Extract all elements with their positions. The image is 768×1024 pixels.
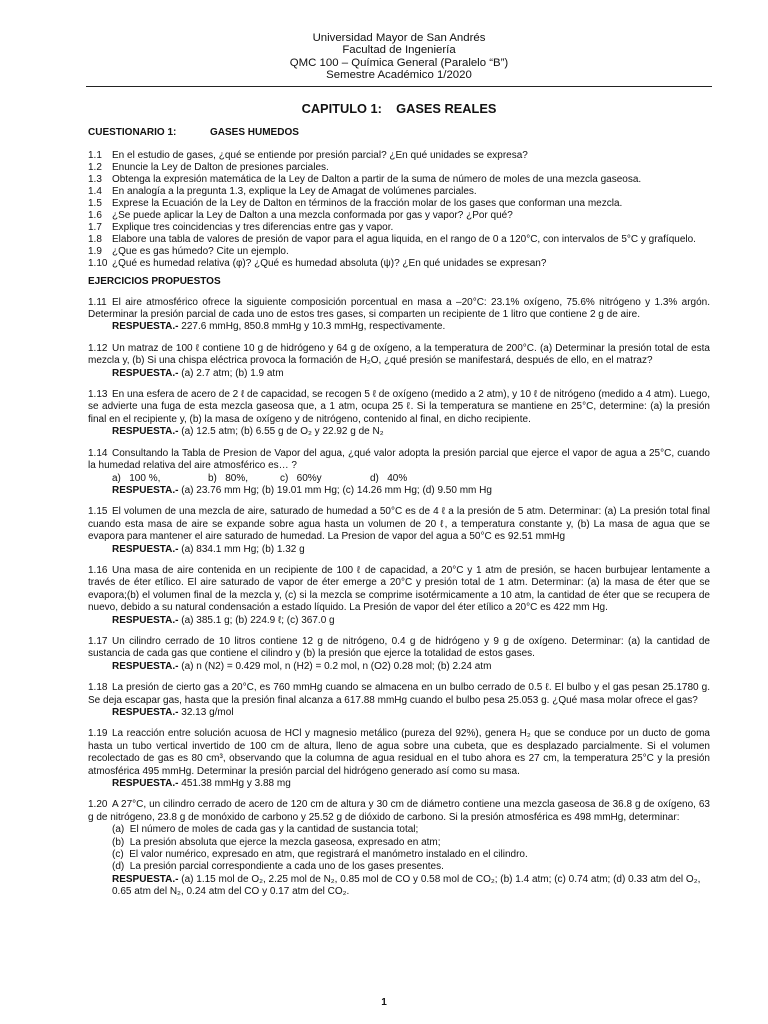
answer-label: RESPUESTA.- xyxy=(112,660,179,672)
question-number: 1.10 xyxy=(88,257,108,269)
answer-label: RESPUESTA.- xyxy=(112,778,179,790)
question-number: 1.3 xyxy=(88,173,102,185)
question-item xyxy=(88,234,710,246)
question-number: 1.2 xyxy=(88,161,102,173)
question-text: En analogía a la pregunta 1.3, explique la Ley de Amagat de volúmenes parciales. xyxy=(112,185,477,197)
exercise-item xyxy=(88,343,710,380)
answer-label: RESPUESTA.- xyxy=(112,426,179,438)
exercise-answer xyxy=(88,368,710,380)
exercise-item xyxy=(88,389,710,439)
question-text: ¿Que es gas húmedo? Cite un ejemplo. xyxy=(112,245,289,257)
question-text: Obtenga la expresión matemática de la Ley de Dalton a partir de la suma de número de moles de una mezcla gaseosa. xyxy=(112,173,642,185)
question-text: En el estudio de gases, ¿qué se entiende por presión parcial? ¿En qué unidades se expresa? xyxy=(112,149,528,161)
exercise-answer xyxy=(88,615,710,627)
question-text: ¿Se puede aplicar la Ley de Dalton a una mezcla conformada por gas y vapor? ¿Por qué? xyxy=(112,209,513,221)
answer-label: RESPUESTA.- xyxy=(112,873,179,885)
answer-label: RESPUESTA.- xyxy=(112,367,179,379)
exercise-options xyxy=(88,473,710,485)
exercise-answer xyxy=(88,661,710,673)
question-item xyxy=(88,222,710,234)
answer-value: (a) 1.15 mol de O₂, 2.25 mol de N₂, 0.85 mol de CO y 0.58 mol de CO₂; (b) 1.4 atm; (c) 0.74 atm; (d) 0.33 atm del O₂, 0.65 atm del N₂, 0.24 atm del CO y 0.17 atm del CO₂. xyxy=(112,873,701,898)
exercise-text: La reacción entre solución acuosa de HCl y magnesio metálico (pureza del 92%), genera H₂ que se conduce por un ducto de goma hasta un tubo vertical invertido de 100 cm de altura, lleno de agua sobre una cubeta, que es desplazado parcialmente. Si el volumen recolectado de gas es 80 cm³, observando que la columna de agua residual en el tubo ahora es 27 cm, la temperatura 25°C y la presión atmosférica 495 mmHg. Determinar la presión parcial del hidrógeno generado así como su masa. xyxy=(88,728,710,777)
exercise-item xyxy=(88,297,710,334)
exercise-statement xyxy=(88,297,710,322)
exercise-option: b) 80%, xyxy=(208,472,249,484)
exercise-text: La presión de cierto gas a 20°C, es 760 mmHg cuando se almacena en un bulbo cerrado de 0.5 ℓ. El bulbo y el gas pesan 25.1780 g. Se deja escapar gas, hasta que la presión final alcanza a 617.88 mmHg cuando el bulbo pesa 25.053 g. ¿Qué masa molar ofrece el gas? xyxy=(88,682,710,706)
exercise-subitem: (d) La presión parcial correspondiente a cada uno de los gases presentes. xyxy=(112,861,444,873)
question-text: Elabore una tabla de valores de presión de vapor para el agua liquida, en el rango de 0 a 120°C, con intervalos de 5°C y grafíquelo. xyxy=(112,233,696,245)
exercise-statement xyxy=(88,565,710,615)
exercise-statement xyxy=(88,636,710,661)
exercise-option: d) 40% xyxy=(370,472,408,484)
question-item xyxy=(88,162,710,174)
exercise-text: El aire atmosférico ofrece la siguiente composición porcentual en masa a –20°C: 23.1% oxígeno, 75.6% nitrógeno y 1.3% argón. Determinar la presión parcial de cada uno de estos tres gases, si comparten un recipiente de 1 litro que contiene 2 g de aire. xyxy=(88,296,710,321)
document-header xyxy=(88,32,710,82)
exercise-text: Una masa de aire contenida en un recipiente de 100 ℓ de capacidad, a 20°C y 1 atm de presión, se hacen burbujear lentamente a través de éter etílico. El aire saturado de vapor de éter emerge a 20°C y presión total de 1 atm. Determinar: (a) la masa de éter que se evapora;(b) el volumen final de la mezcla y, (c) si la mezcla se comprime isotérmicamente a 10 atm, la cantidad de éter que se recupera de nuevo, debido a su natural condensación a estado líquido. La Presión de vapor del éter etílico a 20°C es 422 mm Hg. xyxy=(88,564,710,614)
exercise-subitem: (b) La presión absoluta que ejerce la mezcla gaseosa, expresado en atm; xyxy=(112,836,441,848)
exercise-item xyxy=(88,682,710,719)
exercise-item xyxy=(88,565,710,627)
answer-value: (a) 834.1 mm Hg; (b) 1.32 g xyxy=(181,543,305,555)
answer-value: (a) n (N2) = 0.429 mol, n (H2) = 0.2 mol, n (O2) 0.28 mol; (b) 2.24 atm xyxy=(181,660,492,672)
question-item xyxy=(88,186,710,198)
question-item xyxy=(88,258,710,270)
answer-label: RESPUESTA.- xyxy=(112,484,179,496)
exercise-number: 1.12 xyxy=(88,342,108,354)
exercise-text: En una esfera de acero de 2 ℓ de capacidad, se recogen 5 ℓ de oxígeno (medido a 2 atm), y 10 ℓ de nitrógeno (medido a 4 atm). Luego, se advierte una fuga de esta mezcla gaseosa que, a 1 atm, ocupa 25 ℓ. Si la temperatura se mantiene en 25°C, determine: (a) la presión final en el recipiente y, (b) la masa de oxígeno y de nitrógeno, contenido al final, en dicho recipiente. xyxy=(88,389,710,425)
exercise-text: Consultando la Tabla de Presion de Vapor del agua, ¿qué valor adopta la presión parcial que ejerce el vapor de agua a 25°C, cuando la humedad relativa del aire atmosférico es… ? xyxy=(88,447,710,472)
question-text: ¿Qué es humedad relativa (φ)? ¿Qué es humedad absoluta (ψ)? ¿En qué unidades se expresan? xyxy=(112,257,547,269)
exercise-item xyxy=(88,506,710,556)
exercise-number: 1.18 xyxy=(88,682,108,694)
question-number: 1.4 xyxy=(88,185,102,197)
question-item xyxy=(88,246,710,258)
question-item xyxy=(88,198,710,210)
question-number: 1.6 xyxy=(88,209,102,221)
section-title: EJERCICIOS PROPUESTOS xyxy=(88,275,221,287)
exercise-statement xyxy=(88,799,710,824)
exercise-text: Un matraz de 100 ℓ contiene 10 g de hidrógeno y 64 g de oxígeno, a la temperatura de 200°C. (a) Determinar la presión total de esta mezcla y, (b) Si una chispa eléctrica provoca la formación de H₂O, ¿qué presión se manifestará, después de ello, en el matraz? xyxy=(88,342,710,367)
exercise-number: 1.20 xyxy=(88,799,108,811)
exercise-text: El volumen de una mezcla de aire, saturado de humedad a 50°C es de 4 ℓ a la presión de 5 atm. Determinar: (a) La presión total final cuando esta masa de aire se expande sobre agua hasta un volumen de 20 ℓ, a temperatura constante y, (b) La masa de agua que se evapora para mantener el aire saturado de humedad. La Presion de vapor del agua a 50°C es 92.51 mmHg xyxy=(88,506,710,543)
exercise-answer xyxy=(88,485,710,497)
answer-value: 227.6 mmHg, 850.8 mmHg y 10.3 mmHg, respectivamente. xyxy=(181,321,446,333)
exercise-option: c) 60%y xyxy=(280,472,322,484)
exercise-statement xyxy=(88,448,710,473)
question-number: 1.1 xyxy=(88,149,102,161)
exercise-subitem: (a) El número de moles de cada gas y la cantidad de sustancia total; xyxy=(112,824,419,836)
exercise-item xyxy=(88,728,710,790)
answer-value: 32.13 g/mol xyxy=(181,707,234,718)
exercise-statement xyxy=(88,389,710,426)
exercise-text: A 27°C, un cilindro cerrado de acero de 120 cm de altura y 30 cm de diámetro contiene una mezcla gaseosa de 36.8 g de oxígeno, 63 g de nitrógeno, 23.8 g de monóxido de carbono y 25.52 g de dióxido de carbono. Si la presión atmosférica es 498 mmHg, determinar: xyxy=(88,799,710,823)
answer-label: RESPUESTA.- xyxy=(112,707,179,718)
answer-label: RESPUESTA.- xyxy=(112,543,179,555)
question-text: Exprese la Ecuación de la Ley de Dalton en términos de la fracción molar de los gases que conforman una mezcla. xyxy=(112,197,623,209)
question-item xyxy=(88,150,710,162)
exercise-item xyxy=(88,799,710,898)
course-name: QMC 100 – Química General (Paralelo “B”) xyxy=(289,56,509,69)
exercise-statement xyxy=(88,506,710,543)
exercise-answer xyxy=(88,874,710,899)
exercise-item xyxy=(88,636,710,673)
faculty-name: Facultad de Ingeniería xyxy=(342,44,456,57)
exercise-number: 1.15 xyxy=(88,506,108,518)
answer-value: (a) 385.1 g; (b) 224.9 ℓ; (c) 367.0 g xyxy=(181,614,335,626)
exercise-number: 1.11 xyxy=(88,296,107,308)
exercise-list xyxy=(88,297,710,899)
exercise-number: 1.19 xyxy=(88,728,108,740)
question-number: 1.5 xyxy=(88,197,102,209)
question-number: 1.8 xyxy=(88,233,102,245)
exercise-answer xyxy=(88,778,710,790)
exercise-number: 1.13 xyxy=(88,389,108,401)
questionnaire-heading xyxy=(88,127,710,138)
header-divider xyxy=(86,86,712,87)
exercise-item xyxy=(88,448,710,498)
exercise-subitem: (c) El valor numérico, expresado en atm, que registrará el manómetro instalado en el cilindro. xyxy=(112,849,528,861)
questionnaire-topic: GASES HUMEDOS xyxy=(210,126,299,138)
exercise-statement xyxy=(88,343,710,368)
semester: Semestre Académico 1/2020 xyxy=(326,69,472,82)
question-text: Enuncie la Ley de Dalton de presiones parciales. xyxy=(112,161,329,173)
exercise-option: a) 100 %, xyxy=(112,472,161,484)
exercise-number: 1.16 xyxy=(88,564,108,576)
questionnaire-label: CUESTIONARIO 1: xyxy=(88,126,177,138)
university-name: Universidad Mayor de San Andrés xyxy=(312,32,486,44)
exercise-statement xyxy=(88,682,710,707)
answer-label: RESPUESTA.- xyxy=(112,614,179,626)
answer-label: RESPUESTA.- xyxy=(112,321,179,333)
question-number: 1.9 xyxy=(88,245,102,257)
question-text: Explique tres coincidencias y tres diferencias entre gas y vapor. xyxy=(112,221,394,233)
exercise-statement xyxy=(88,728,710,778)
exercise-answer xyxy=(88,426,710,438)
question-list xyxy=(88,150,710,270)
exercise-number: 1.14 xyxy=(88,447,108,459)
exercise-number: 1.17 xyxy=(88,635,108,647)
question-item xyxy=(88,210,710,222)
page-number: 1 xyxy=(381,997,387,1008)
chapter-title: CAPITULO 1: GASES REALES xyxy=(301,100,497,116)
question-number: 1.7 xyxy=(88,221,102,233)
answer-value: 451.38 mmHg y 3.88 mg xyxy=(181,778,291,790)
answer-value: (a) 12.5 atm; (b) 6.55 g de O₂ y 22.92 g de N₂ xyxy=(181,426,384,438)
exercise-answer xyxy=(88,707,710,719)
exercise-answer xyxy=(88,544,710,556)
answer-value: (a) 2.7 atm; (b) 1.9 atm xyxy=(181,367,284,379)
answer-value: (a) 23.76 mm Hg; (b) 19.01 mm Hg; (c) 14.26 mm Hg; (d) 9.50 mm Hg xyxy=(181,484,492,496)
exercise-text: Un cilindro cerrado de 10 litros contiene 12 g de nitrógeno, 0.4 g de hidrógeno y 9 g de oxígeno. Determinar: (a) la cantidad de sustancia de cada gas que contiene el cilindro y (b) la presión que ejerce la totalidad de estos gases. xyxy=(88,635,710,660)
question-item xyxy=(88,174,710,186)
exercise-answer xyxy=(88,321,710,333)
